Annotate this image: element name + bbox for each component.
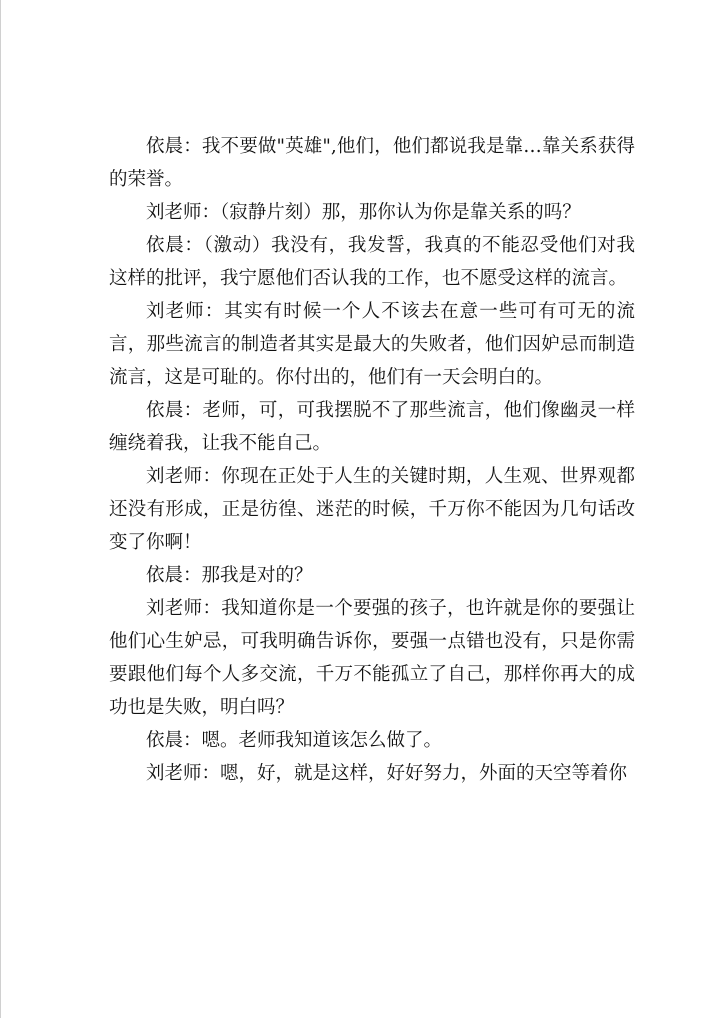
dialogue-paragraph: 刘老师：我知道你是一个要强的孩子，也许就是你的要强让他们心生妒忌，可我明确告诉你，要强一点错也没有，只是你需要跟他们每个人多交流，千万不能孤立了自己，那样你再大的成功也是失败，明白吗？: [109, 598, 635, 718]
dialogue-paragraph: 刘老师：你现在正处于人生的关键时期，人生观、世界观都还没有形成，正是彷徨、迷茫的时候，千万你不能因为几句话改变了你啊！: [109, 466, 635, 553]
dialogue-paragraph: 刘老师：（寂静片刻）那，那你认为你是靠关系的吗？: [146, 202, 581, 223]
dialogue-paragraph: 依晨：我不要做"英雄",他们，他们都说我是靠…靠关系获得的荣誉。: [109, 136, 635, 190]
dialogue-paragraph: 刘老师：其实有时候一个人不该去在意一些可有可无的流言，那些流言的制造者其实是最大的失败者，他们因妒忌而制造流言，这是可耻的。你付出的，他们有一天会明白的。: [109, 301, 635, 388]
dialogue-paragraph: 依晨：老师，可，可我摆脱不了那些流言，他们像幽灵一样缠绕着我，让我不能自己。: [109, 400, 635, 454]
dialogue-paragraph: 刘老师：嗯，好，就是这样，好好努力，外面的天空等着你: [146, 763, 628, 784]
document-body: [109, 130, 635, 790]
dialogue-paragraph: 依晨：（激动）我没有，我发誓，我真的不能忍受他们对我这样的批评，我宁愿他们否认我的工作，也不愿受这样的流言。: [109, 235, 635, 289]
dialogue-paragraph: 依晨：嗯。老师我知道该怎么做了。: [146, 730, 443, 751]
dialogue-paragraph: 依晨：那我是对的？: [146, 565, 313, 586]
